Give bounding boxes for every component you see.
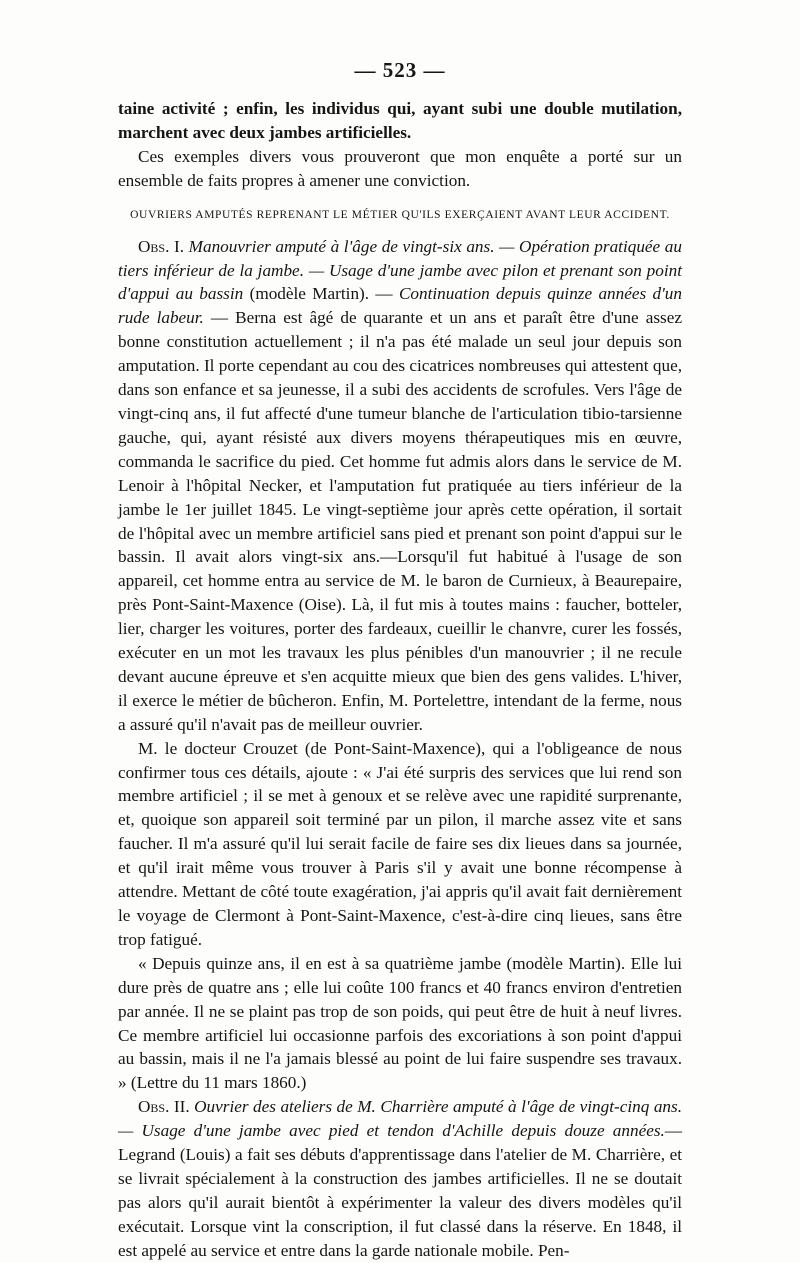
- observation-1-paragraph-3: « Depuis quinze ans, il en est à sa quatrième jambe (modèle Martin). Elle lui dure près de quatre ans ; elle lui coûte 100 francs et 40 francs environ d'entretien par année. Il ne se plaint pas trop de son poids, qui peut être de huit à neuf livres. Ce membre artificiel lui occasionne parfois des excoriations à son point d'appui au bassin, mais il ne l'a jamais blessé au point de lui faire suspendre ses travaux. » (Lettre du 11 mars 1860.): [118, 953, 682, 1093]
- observation-1-body: — Berna est âgé de quarante et un ans et paraît être d'une assez bonne constitution actuellement ; il n'a pas été malade un seul jour depuis son amputation. Il porte cependant au cou des cicatrices nombreuses qui attestent que, dans son enfance et sa jeunesse, il a subi des accidents de scrofules. Vers l'âge de vingt-cinq ans, il fut affecté d'une tumeur blanche de l'articulation tibio-tarsienne gauche, qui, ayant résisté aux divers moyens thérapeutiques mis en œuvre, commanda le sacrifice du pied. Cet homme fut admis alors dans le service de M. Lenoir à l'hôpital Necker, et l'amputation fut pratiquée au tiers inférieur de la jambe le 1er juillet 1845. Le vingt-septième jour après cette opération, il sortait de l'hôpital avec un membre artificiel sans pied et prenant son point d'appui sur le bassin. Il avait alors vingt-six ans.—Lorsqu'il fut habitué à l'usage de son appareil, cet homme entra au service de M. le baron de Curnieux, à Beaurepaire, près Pont-Saint-Maxence (Oise). Là, il fut mis à toutes mains : faucher, botteler, lier, charger les voitures, porter des fardeaux, cueillir le chanvre, curer les fossés, exécuter en un mot les travaux les plus pénibles d'un manouvrier ; il ne recule devant aucune épreuve et s'en acquitte mieux que bien des gens valides. L'hiver, il exerce le métier de bûcheron. Enfin, M. Portelettre, intendant de la ferme, nous a assuré qu'il n'avait pas de meilleur ouvrier.: [118, 308, 682, 734]
- observation-1-model: (modèle Martin). —: [243, 284, 399, 304]
- page-number: — 523 —: [354, 58, 446, 82]
- section-heading: OUVRIERS AMPUTÉS REPRENANT LE MÉTIER QU'ILS EXERÇAIENT AVANT LEUR ACCIDENT.: [130, 208, 670, 221]
- observation-2-label: Obs. II.: [138, 1097, 190, 1117]
- observation-1-paragraph-2: M. le docteur Crouzet (de Pont-Saint-Maxence), qui a l'obligeance de nous confirmer tous ces détails, ajoute : « J'ai été surpris des services que lui rend son membre artificiel ; il se met à genoux et se relève avec une rapidité surprenante, et, quoique son appareil soit terminé par un pilon, il marche assez vite et sans faucher. Il m'a assuré qu'il lui serait facile de faire ses dix lieues dans sa journée, et qu'il irait même vous trouver à Paris s'il y avait une bonne récompense à attendre. Mettant de côté toute exagération, j'ai appris qu'il avait fait dernièrement le voyage de Clermont à Pont-Saint-Maxence, c'est-à-dire cinq lieues, sans être trop fatigué.: [118, 738, 682, 949]
- observation-2-body: — Legrand (Louis) a fait ses débuts d'apprentissage dans l'atelier de M. Charrière, et se livrait spécialement à la construction des jambes artificielles. Il ne se doutait pas alors qu'il aurait bientôt à expérimenter la valeur des divers modèles qu'il exécutait. Lorsque vint la conscription, il fut classé dans la réserve. En 1848, il est appelé au service et entre dans la garde nationale mobile. Pen-: [118, 1121, 682, 1260]
- observation-1-continuation: Continuation depuis quinze années d'un rude labeur.: [118, 284, 682, 328]
- observation-1-label: Obs. I.: [138, 236, 185, 256]
- observation-1-title: Manouvrier amputé à l'âge de vingt-six ans. — Opération pratiquée au tiers inférieur de la jambe. — Usage d'une jambe avec pilon et prenant son point d'appui au bassin: [118, 236, 682, 304]
- intro-paragraph-2: Ces exemples divers vous prouveront que mon enquête a porté sur un ensemble de faits propres à amener une conviction.: [118, 146, 682, 190]
- observation-1-paragraph: [118, 235, 682, 737]
- observation-2-paragraph: [118, 1095, 682, 1262]
- observation-2-title: Ouvrier des ateliers de M. Charrière amputé à l'âge de vingt-cinq ans. — Usage d'une jambe avec pied et tendon d'Achille depuis douze années.: [118, 1097, 682, 1141]
- intro-paragraph-1: taine activité ; enfin, les individus qui, ayant subi une double mutilation, marchent avec deux jambes artificielles.: [118, 99, 682, 142]
